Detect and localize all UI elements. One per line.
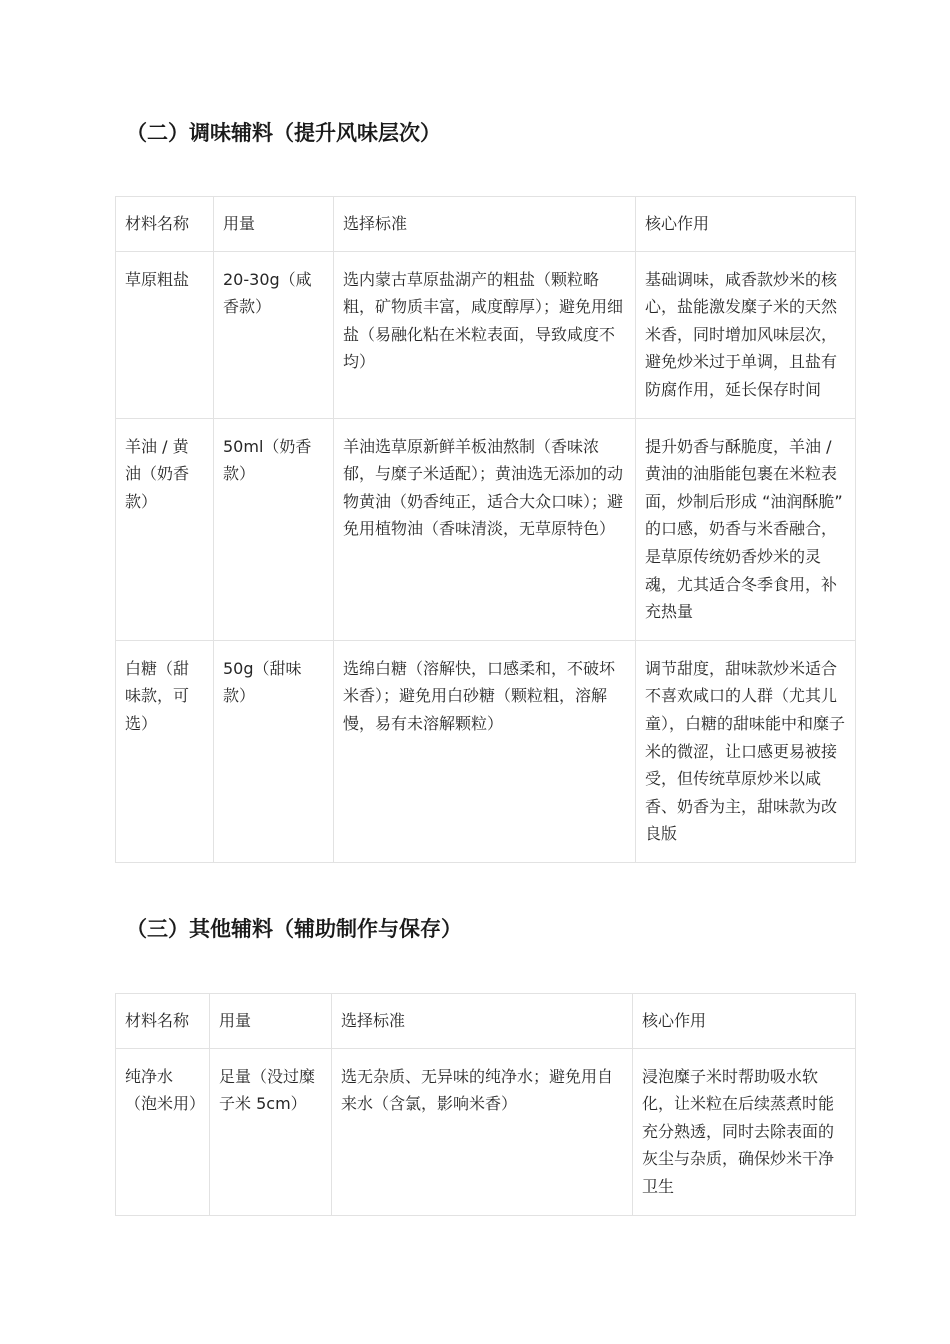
table-row <box>116 251 856 418</box>
section-title-seasoning: （二）调味辅料（提升风味层次） <box>126 121 441 145</box>
cell-name: 白糖（甜味款，可选） <box>116 640 214 862</box>
cell-role: 浸泡糜子米时帮助吸水软化，让米粒在后续蒸煮时能充分熟透，同时去除表面的灰尘与杂质，确保炒米干净卫生 <box>633 1048 856 1215</box>
header-name: 材料名称 <box>116 994 210 1049</box>
table-row <box>116 1048 856 1215</box>
header-criteria: 选择标准 <box>334 197 636 252</box>
cell-name: 纯净水（泡米用） <box>116 1048 210 1215</box>
header-amount: 用量 <box>214 197 334 252</box>
header-role: 核心作用 <box>633 994 856 1049</box>
cell-role: 提升奶香与酥脆度，羊油 / 黄油的油脂能包裹在米粒表面，炒制后形成 “油润酥脆” 的口感，奶香与米香融合，是草原传统奶香炒米的灵魂，尤其适合冬季食用，补充热量 <box>636 418 856 640</box>
header-name: 材料名称 <box>116 197 214 252</box>
other-ingredients-table <box>115 993 856 1216</box>
header-amount: 用量 <box>210 994 332 1049</box>
table-row <box>116 640 856 862</box>
cell-amount: 20-30g（咸香款） <box>214 251 334 418</box>
cell-name: 羊油 / 黄油（奶香款） <box>116 418 214 640</box>
seasoning-table <box>115 196 856 863</box>
cell-criteria: 选内蒙古草原盐湖产的粗盐（颗粒略粗，矿物质丰富，咸度醇厚）；避免用细盐（易融化粘在米粒表面，导致咸度不均） <box>334 251 636 418</box>
cell-criteria: 羊油选草原新鲜羊板油熬制（香味浓郁，与糜子米适配）；黄油选无添加的动物黄油（奶香纯正，适合大众口味）；避免用植物油（香味清淡，无草原特色） <box>334 418 636 640</box>
header-criteria: 选择标准 <box>332 994 633 1049</box>
cell-role: 调节甜度，甜味款炒米适合不喜欢咸口的人群（尤其儿童），白糖的甜味能中和糜子米的微涩，让口感更易被接受，但传统草原炒米以咸香、奶香为主，甜味款为改良版 <box>636 640 856 862</box>
cell-amount: 50ml（奶香款） <box>214 418 334 640</box>
cell-amount: 足量（没过糜子米 5cm） <box>210 1048 332 1215</box>
cell-role: 基础调味，咸香款炒米的核心，盐能激发糜子米的天然米香，同时增加风味层次，避免炒米过于单调，且盐有防腐作用，延长保存时间 <box>636 251 856 418</box>
cell-amount: 50g（甜味款） <box>214 640 334 862</box>
cell-name: 草原粗盐 <box>116 251 214 418</box>
cell-criteria: 选无杂质、无异味的纯净水；避免用自来水（含氯，影响米香） <box>332 1048 633 1215</box>
table-row <box>116 418 856 640</box>
table-header-row <box>116 197 856 252</box>
cell-criteria: 选绵白糖（溶解快，口感柔和，不破坏米香）；避免用白砂糖（颗粒粗，溶解慢，易有未溶解颗粒） <box>334 640 636 862</box>
header-role: 核心作用 <box>636 197 856 252</box>
section-title-other: （三）其他辅料（辅助制作与保存） <box>126 917 462 941</box>
table-header-row <box>116 994 856 1049</box>
